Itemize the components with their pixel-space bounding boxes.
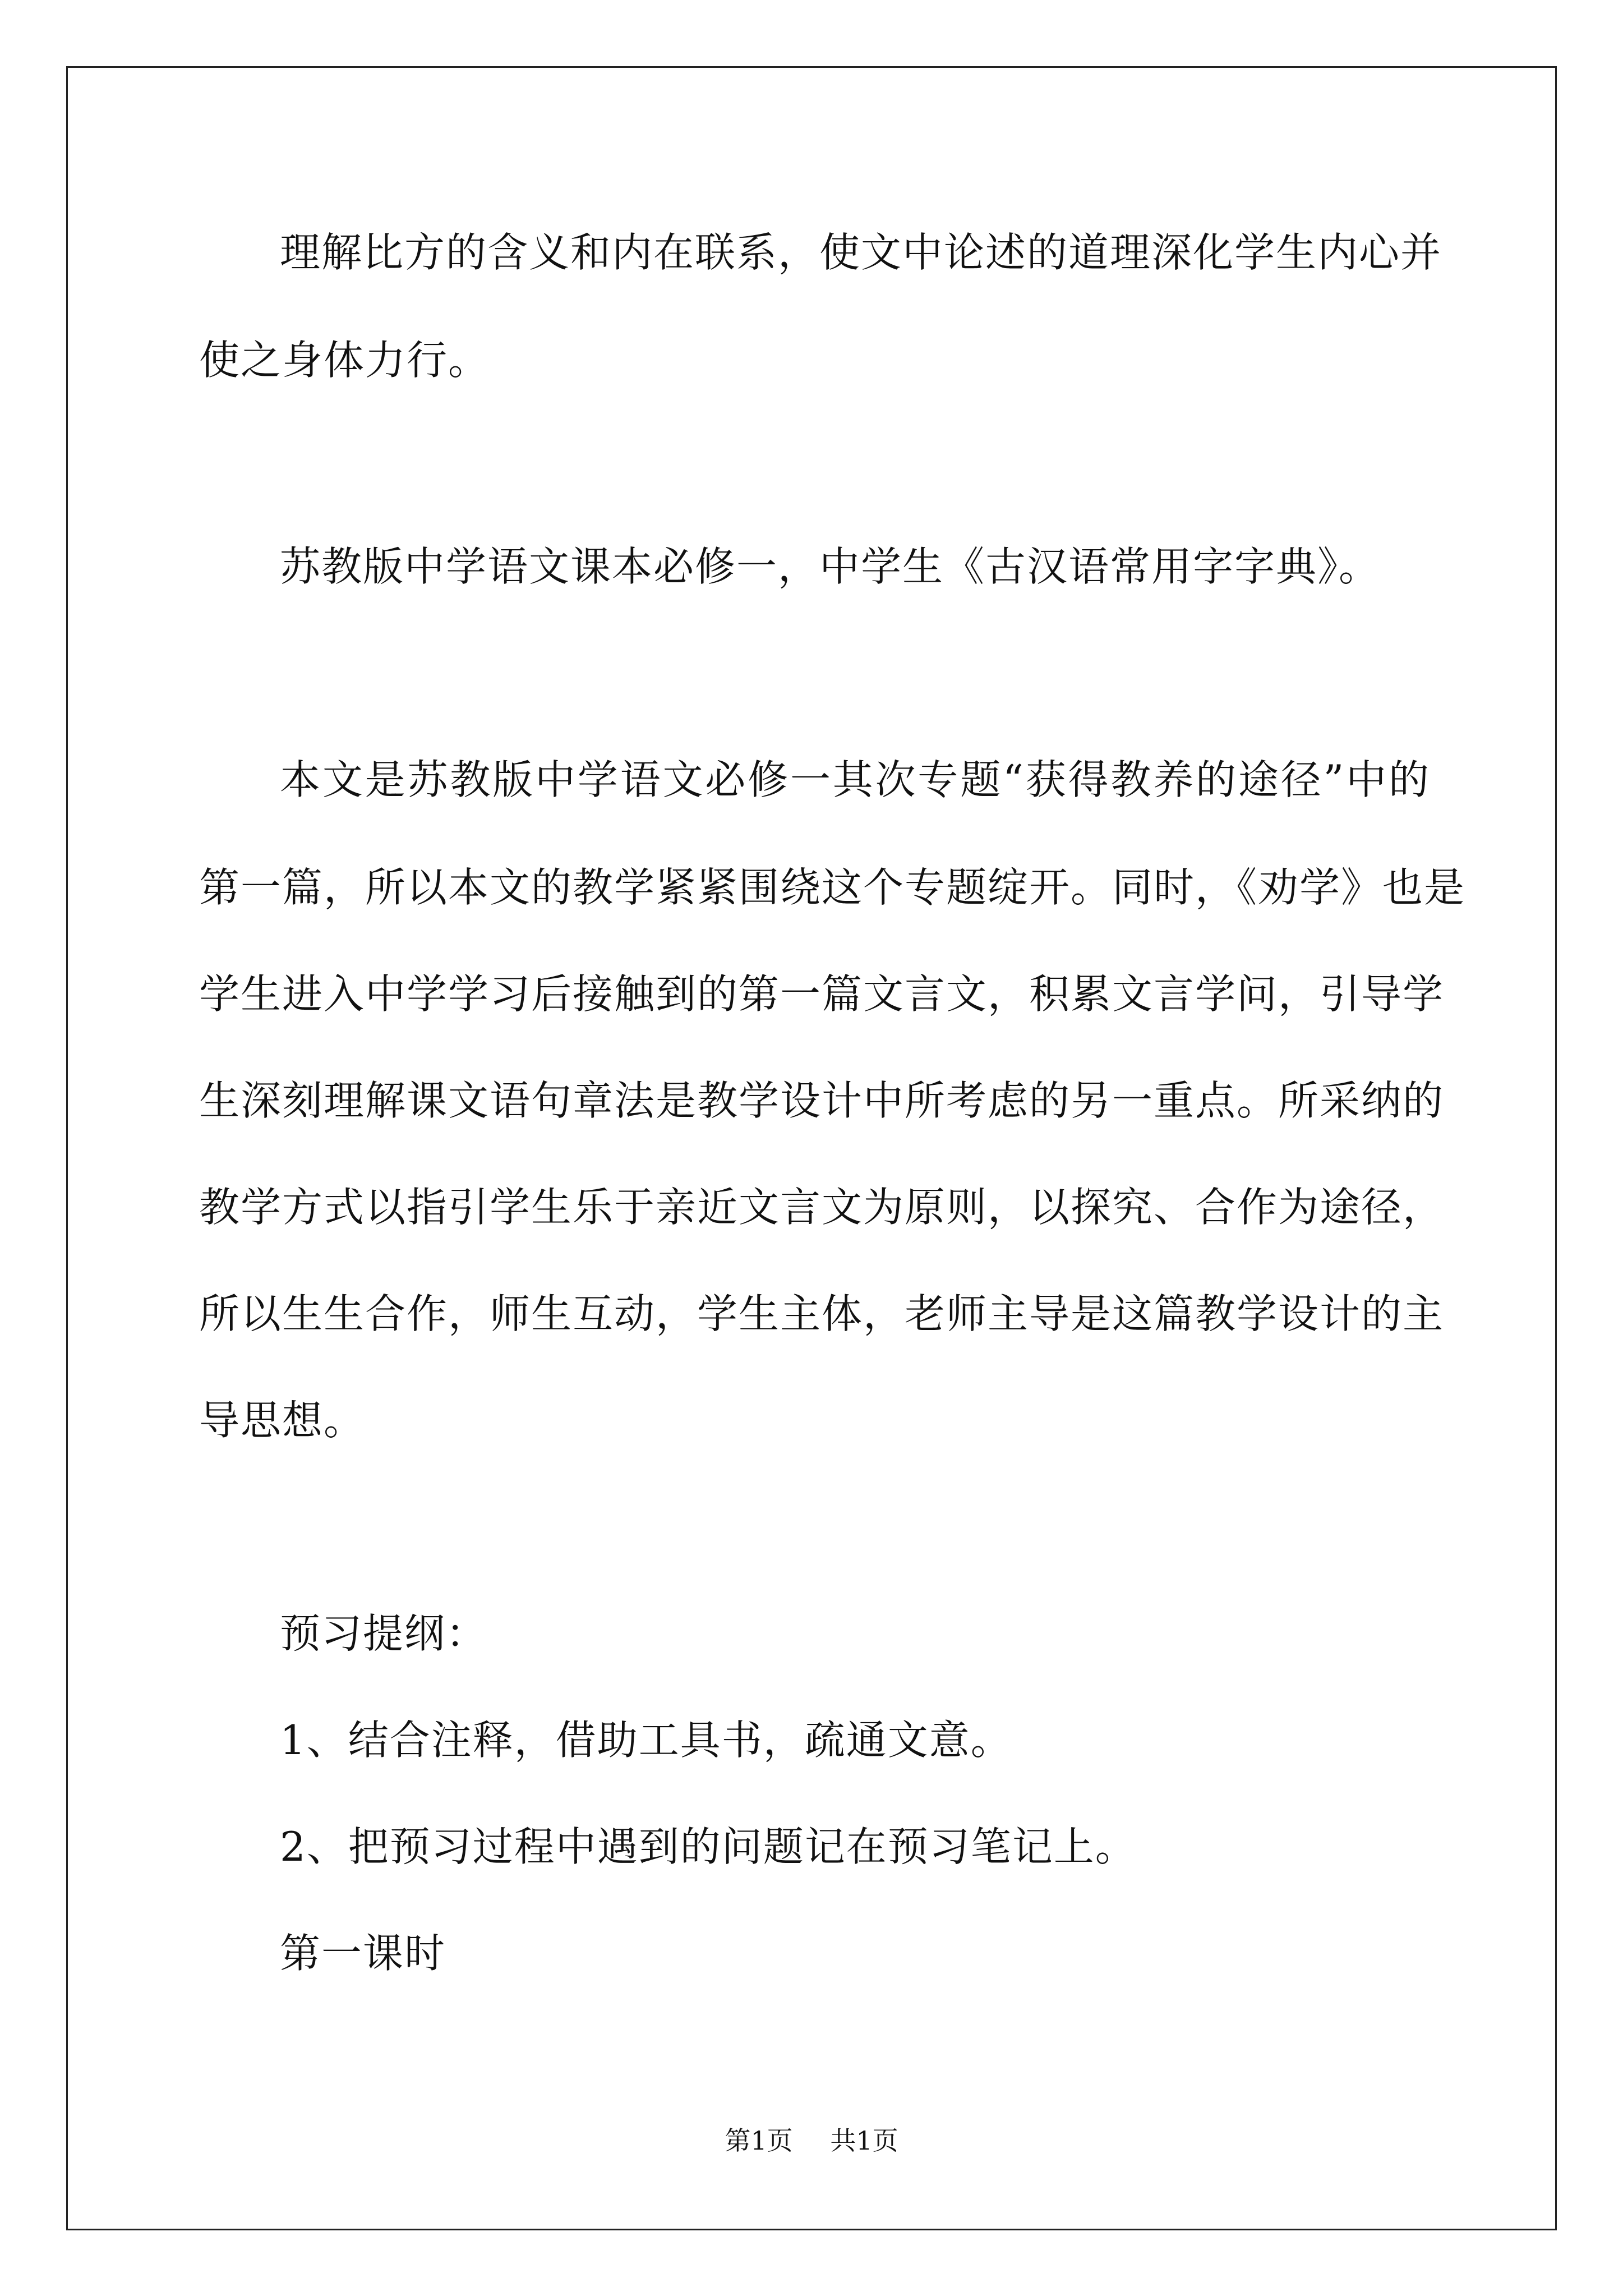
- list-item: 2、把预习过程中遇到的问题记在预习笔记上。: [280, 1823, 1137, 1870]
- paragraph-line: 生深刻理解课文语句章法是教学设计中所考虑的另一重点。所采纳的: [199, 1077, 1445, 1124]
- paragraph-line: 理解比方的含义和内在联系，使文中论述的道理深化学生内心并: [280, 229, 1442, 276]
- page-border: [66, 66, 1557, 2230]
- page-number-current: 第1页: [725, 2125, 793, 2156]
- page-number-total: 共1页: [830, 2125, 898, 2156]
- list-item: 1、结合注释，借助工具书，疏通文意。: [280, 1717, 1012, 1764]
- section-heading: 预习提纲：: [280, 1610, 488, 1657]
- paragraph-line: 所以生生合作，师生互动，学生主体，老师主导是这篇教学设计的主: [199, 1290, 1445, 1337]
- paragraph-line: 导思想。: [199, 1397, 366, 1444]
- paragraph-line: 教学方式以指引学生乐于亲近文言文为原则，以探究、合作为途径，: [199, 1184, 1445, 1231]
- paragraph-line: 学生进入中学学习后接触到的第一篇文言文，积累文言学问，引导学: [199, 970, 1445, 1018]
- paragraph-line: 苏教版中学语文课本必修一，中学生《古汉语常用字字典》。: [280, 543, 1381, 590]
- paragraph-line: 使之身体力行。: [199, 337, 490, 384]
- section-heading: 第一课时: [280, 1930, 446, 1977]
- page-footer: [0, 2124, 1623, 2157]
- paragraph-line: 本文是苏教版中学语文必修一其次专题“获得教养的途径”中的: [280, 756, 1430, 803]
- paragraph-line: 第一篇，所以本文的教学紧紧围绕这个专题绽开。同时，《劝学》也是: [199, 864, 1466, 911]
